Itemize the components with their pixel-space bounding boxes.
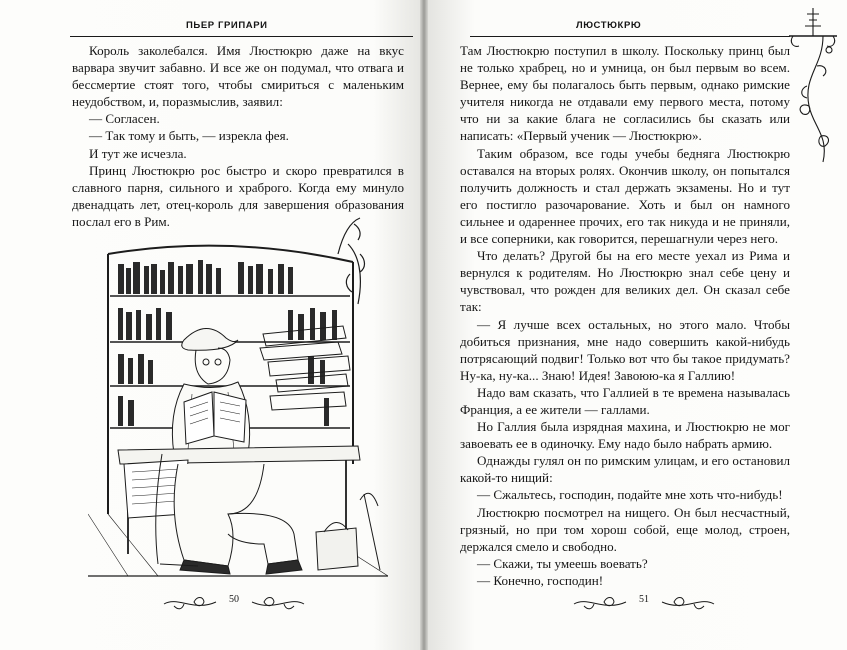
left-page-text [72, 42, 404, 230]
running-head-title: ЛЮСТЮКРЮ [576, 20, 642, 31]
paragraph: Люстюкрю посмотрел на нищего. Он был несчастный, грязный, но при том хорош собой, еще молод, строен, держался смело и свободно. [460, 504, 790, 554]
paragraph: Надо вам сказать, что Галлией в те времена называлась Франция, а ее жители — галлами. [460, 384, 790, 417]
paragraph: Но Галлия была изрядная махина, и Люстюкрю не мог завоевать ее в одиночку. Ему надо было набрать армию. [460, 419, 790, 452]
book-gutter [420, 0, 428, 650]
header-rule [70, 36, 413, 37]
paragraph: — Скажи, ты умеешь воевать? [477, 555, 648, 571]
page-number: 50 [229, 594, 239, 605]
paragraph: — Сжальтесь, господин, подайте мне хоть что-нибудь! [477, 487, 783, 503]
right-page-text [460, 42, 790, 589]
floral-corner-ornament-icon [783, 6, 843, 166]
right-page [424, 0, 847, 650]
running-head-author: ПЬЕР ГРИПАРИ [186, 20, 268, 31]
paragraph: Однажды гулял он по римским улицам, и его остановил какой-то нищий: [460, 453, 790, 486]
paragraph: — Согласен. [89, 111, 160, 127]
paragraph: Таким образом, все годы учебы бедняга Люстюкрю оставался на вторых ролях. Окончив школу, он попытался получить должность и стал держать экзамены. Но и тут его постигло разочарование. Хоть и был он намного сильнее и одареннее прочих, его так никуда и не приняли, и все соперники, как говорится, перешагнули через него. [460, 145, 790, 247]
paragraph: — Конечно, господин! [477, 572, 604, 588]
paragraph: Принц Люстюкрю рос быстро и скоро превратился в славного парня, сильного и храброго. Когда ему минуло двенадцать лет, отец-король для завершения образования послал его в Рим. [72, 162, 404, 229]
paragraph: — Я лучше всех остальных, но этого мало. Чтобы добиться признания, мне надо совершить какой-нибудь потрясающий подвиг! Только вот что бы такое придумать? Ну-ка, ну-ка... Знаю! Идея! Завоюю-ка я Галлию! [460, 316, 790, 383]
paragraph: Король заколебался. Имя Люстюкрю даже на вкус варвара звучит забавно. И все же он подумал, что отвага и бессмертие стоят того, чтобы смириться с маленьким неудобством, и, поразмыслив, заявил: [72, 43, 404, 110]
header-rule [470, 36, 790, 37]
paragraph: И тут же исчезла. [89, 145, 187, 161]
page-number: 51 [639, 594, 649, 605]
paragraph: — Так тому и быть, — изрекла фея. [89, 128, 289, 144]
paragraph: Там Люстюкрю поступил в школу. Поскольку принц был не только храбрец, но и умница, он был первым во всем. Вернее, ему бы полагалось быть первым, однако римские учителя никогда не отдавали ему первого места, потому что ни за какие блага не согласились бы сказать или написать: «Первый ученик — Люстюкрю». [460, 43, 790, 144]
reading-man-library-illustration-icon [88, 214, 388, 580]
paragraph: Что делать? Другой бы на его месте уехал из Рима и вернулся к родителям. Но Люстюкрю знал себе цену и чувствовал, что рожден для великих дел. Он сказал себе так: [460, 248, 790, 315]
